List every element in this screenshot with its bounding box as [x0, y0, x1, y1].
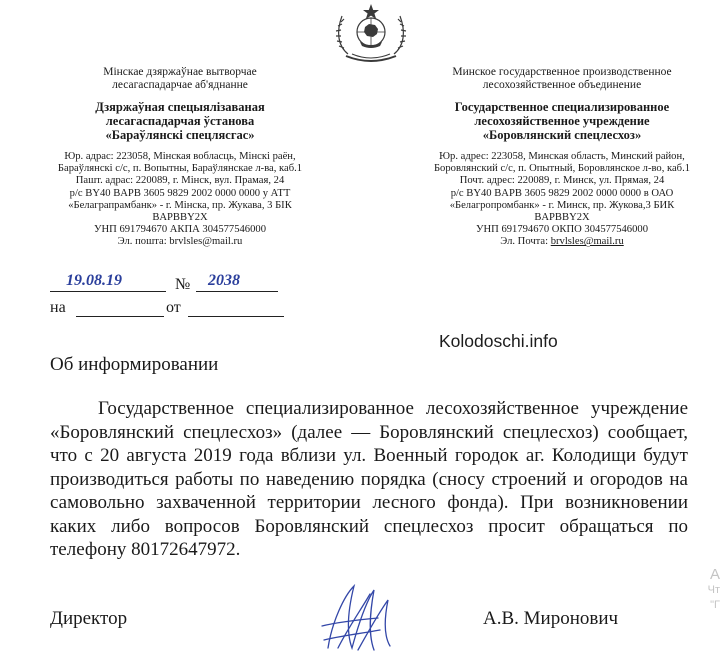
from-label: от [166, 299, 181, 316]
number-symbol: № [175, 276, 191, 293]
institution-line-3: «Боровлянский спецлесхоз» [482, 128, 642, 142]
email-value: brvlsles@mail.ru [169, 236, 243, 248]
address-line-2: Бараўлянскі с/с, п. Вопытны, Бараўлянскае л-ва, каб.1 [57, 163, 303, 175]
address-line-1: Юр. адрас: 223058, Мінская вобласць, Мінскі раён, [64, 151, 296, 162]
address-line-5: «Белаграпрамбанк» - г. Мінска, пр. Жукава, 3 БІК [68, 199, 292, 211]
letter-subject: Об информировании [50, 354, 219, 375]
fragment-line-2: Чт [707, 584, 720, 596]
institution-line-2: лесагаспадарчая ўстанова [105, 114, 255, 128]
address-line-7: УНП 691794670 ОКПО 304577546000 [476, 224, 648, 236]
number-underline [196, 291, 278, 292]
ministry-line-1: Минское государственное производственное [452, 66, 672, 78]
address-line-7: УНП 691794670 АКПА 304577546000 [94, 224, 266, 236]
email-label: Эл. Почта: [500, 236, 551, 248]
email-label: Эл. пошта: [117, 236, 170, 248]
from-underline [188, 316, 284, 317]
institution-line-1: Дзяржаўная спецыялізаваная [95, 100, 265, 114]
address-line-3: Почт. адрес: 220089, г. Минск, ул. Прямая, 24 [459, 175, 665, 187]
adjacent-page-fragment [696, 566, 720, 613]
address-line-1: Юр. адрес: 223058, Минская область, Минский район, [439, 151, 685, 162]
fragment-line-1: А [709, 566, 720, 583]
ministry-line-2: лесагаспадарчае аб'яднанне [112, 79, 248, 91]
handwritten-signature [318, 582, 408, 653]
email-row [30, 236, 330, 248]
address-line-6: BAPBBY2X [534, 212, 590, 224]
address-line-4: р/с BY40 BAPB 3605 9829 2002 0000 0000 у АТТ [69, 187, 291, 199]
address-line-6: BAPBBY2X [152, 212, 208, 224]
signer-position: Директор [50, 608, 128, 629]
ministry-line-2: лесохозяйственное объединение [482, 79, 642, 91]
fragment-line-3: "Г [710, 599, 720, 611]
letterhead-belarusian [30, 66, 330, 249]
handwritten-number: 2038 [208, 272, 240, 289]
institution-line-3: «Бараўлянскі спецлясгас» [105, 128, 255, 142]
letterhead-russian [412, 66, 712, 249]
address-line-5: «Белагропромбанк» - г. Минск, пр. Жукова,3 БИК [449, 199, 675, 211]
state-emblem-icon [330, 2, 412, 66]
signer-name: А.В. Миронович [483, 608, 619, 629]
handwritten-date: 19.08.19 [66, 272, 122, 289]
email-value: brvlsles@mail.ru [550, 236, 624, 248]
ministry-line-1: Мінскае дзяржаўнае вытворчае [103, 66, 257, 78]
letter-body: Государственное специализированное лесохозяйственное учреждение «Боровлянский спецлесхоз» (далее — Боровлянский спецлесхоз) сообщает, что с 20 августа 2019 года вблизи ул. Военный городок аг. Колодищи будут производиться работы по наведению порядка (сносу строений и огородов на самовольно захваченной территории лесного фонда). При возникновении каких либо вопросов Боровлянский спецлесхоз просит обращаться по телефону 80172647972. [50, 398, 688, 560]
institution-line-2: лесохозяйственное учреждение [474, 114, 650, 128]
address-line-4: р/с BY40 BAPB 3605 9829 2002 0000 0000 в ОАО [450, 187, 674, 199]
date-underline [50, 291, 166, 292]
institution-line-1: Государственное специализированное [454, 100, 670, 114]
address-line-2: Боровлянский с/с, п. Опытный, Боровлянское л-во, каб.1 [433, 163, 691, 175]
on-label: на [50, 299, 66, 316]
site-watermark: Kolodoschi.info [439, 331, 558, 351]
on-underline [76, 316, 164, 317]
email-row [412, 236, 712, 248]
address-line-3: Пашт. адрас: 220089, г. Мінск, вул. Прамая, 24 [75, 175, 285, 187]
